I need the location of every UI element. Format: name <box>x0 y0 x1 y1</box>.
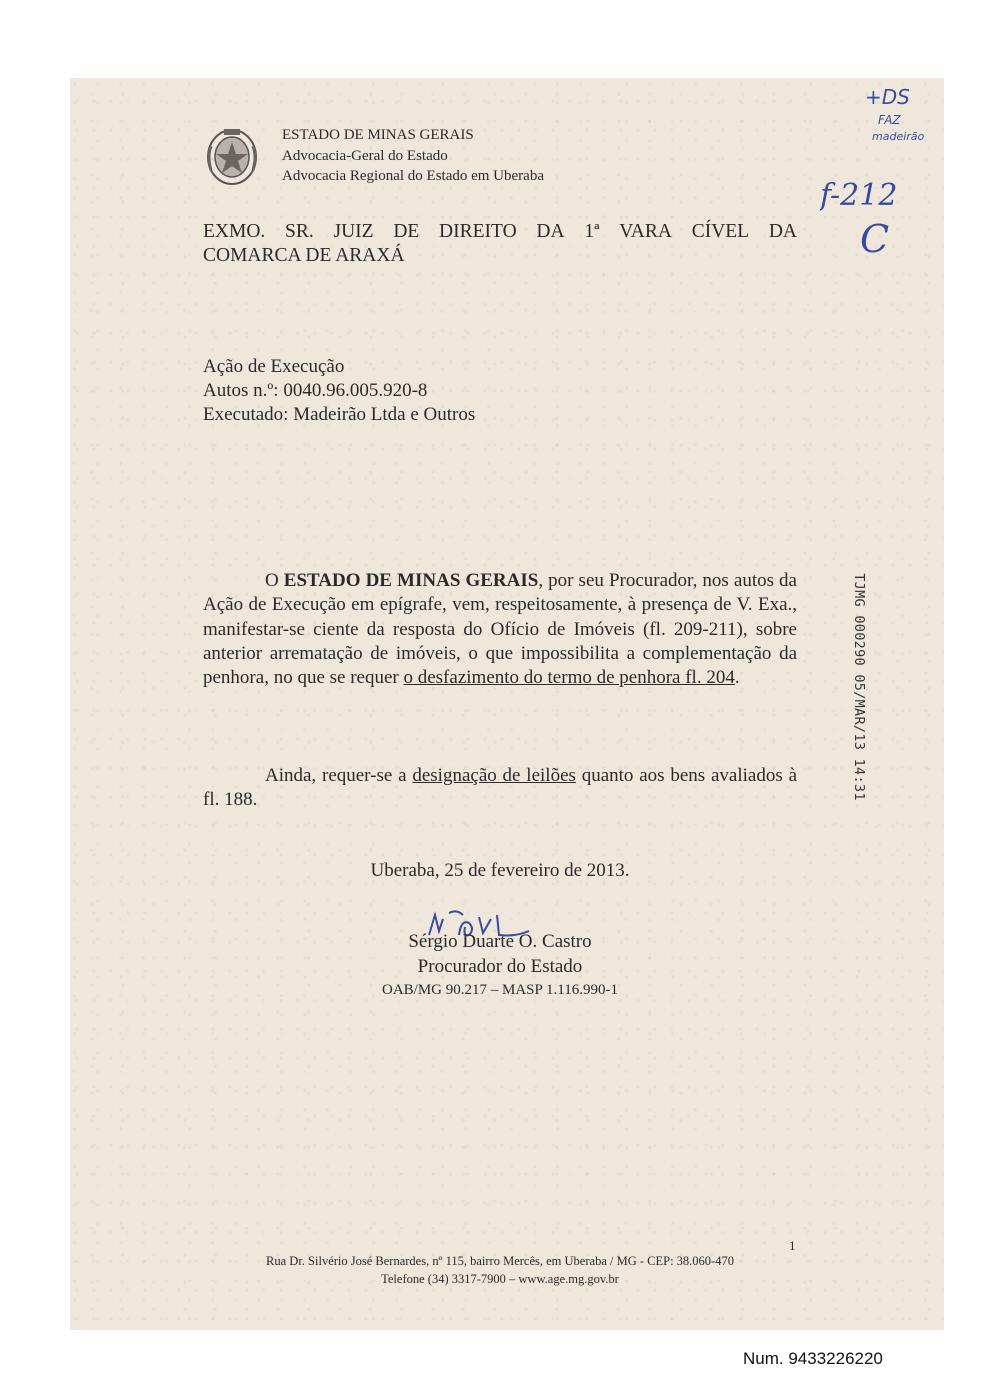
header-line-regional: Advocacia Regional do Estado em Uberaba <box>282 168 544 184</box>
addressee-line-1 <box>203 220 797 244</box>
signatory-registration: OAB/MG 90.217 – MASP 1.116.990-1 <box>382 982 618 998</box>
case-info <box>203 355 475 427</box>
handwritten-note-madeirao: madeirão <box>872 130 925 143</box>
auction-request-underlined: designação de leilões <box>412 765 576 786</box>
handwritten-folio-mark: C <box>860 217 890 261</box>
handwritten-note-faz: FAZ <box>878 113 901 127</box>
body-paragraph-1: O ESTADO DE MINAS GERAIS, por seu Procurador, nos autos da Ação de Execução em epígrafe, vem, respeitosamente, à presença de V. Exa., manifestar-se ciente da resposta do Ofício de Imóveis (fl. 209-211), sobre anterior arrematação de imóveis, o que impossibilita a complementação da penhora, no que se requer o desfazimento do termo de penhora fl. 204. <box>203 570 797 689</box>
state-coat-of-arms-icon <box>205 126 259 186</box>
signatory-name: Sérgio Duarte O. Castro <box>408 931 592 952</box>
header-line-agency: Advocacia-Geral do Estado <box>282 148 448 164</box>
case-executed-party: Executado: Madeirão Ltda e Outros <box>203 404 476 425</box>
signatory-title: Procurador do Estado <box>417 956 583 977</box>
case-number: Autos n.º: 0040.96.005.920-8 <box>203 380 428 401</box>
document-number: Num. 9433226220 <box>743 1349 883 1368</box>
addressee-word: DE <box>393 221 420 242</box>
addressee-word: VARA <box>619 221 672 242</box>
body-paragraph-2: Ainda, requer-se a designação de leilões quanto aos bens avaliados à fl. 188. <box>203 765 797 811</box>
page-number: 1 <box>789 1238 796 1253</box>
case-action: Ação de Execução <box>203 356 345 377</box>
footer-contact: Telefone (34) 3317-7900 – www.age.mg.gov.br <box>381 1272 619 1286</box>
addressee-word: DA <box>768 221 797 242</box>
addressee-word: 1ª <box>584 221 600 242</box>
addressee-word: SR. <box>285 221 314 242</box>
addressee-word: CÍVEL <box>691 221 750 242</box>
state-name-bold: ESTADO DE MINAS GERAIS <box>283 570 539 591</box>
court-protocol-stamp: TJMG 000290 05/MAR/13 14:31 <box>851 573 867 801</box>
handwritten-note-ds: +DS <box>865 85 910 109</box>
addressee-word: JUIZ <box>333 221 374 242</box>
addressee-line-2: COMARCA DE ARAXÁ <box>203 245 405 266</box>
addressee-word: DIREITO <box>439 221 517 242</box>
handwritten-annotations <box>820 80 960 270</box>
addressee-word: DA <box>536 221 565 242</box>
footer-address: Rua Dr. Silvério José Bernardes, nº 115, bairro Mercês, em Uberaba / MG - CEP: 38.060-470 <box>266 1254 734 1268</box>
addressee-word: EXMO. <box>203 221 266 242</box>
handwritten-folio: f-212 <box>820 178 898 213</box>
date-line: Uberaba, 25 de fevereiro de 2013. <box>370 860 630 881</box>
request-underlined: o desfazimento do termo de penhora fl. 204 <box>403 667 735 689</box>
header-line-state: ESTADO DE MINAS GERAIS <box>282 127 474 143</box>
addressee <box>203 220 797 268</box>
